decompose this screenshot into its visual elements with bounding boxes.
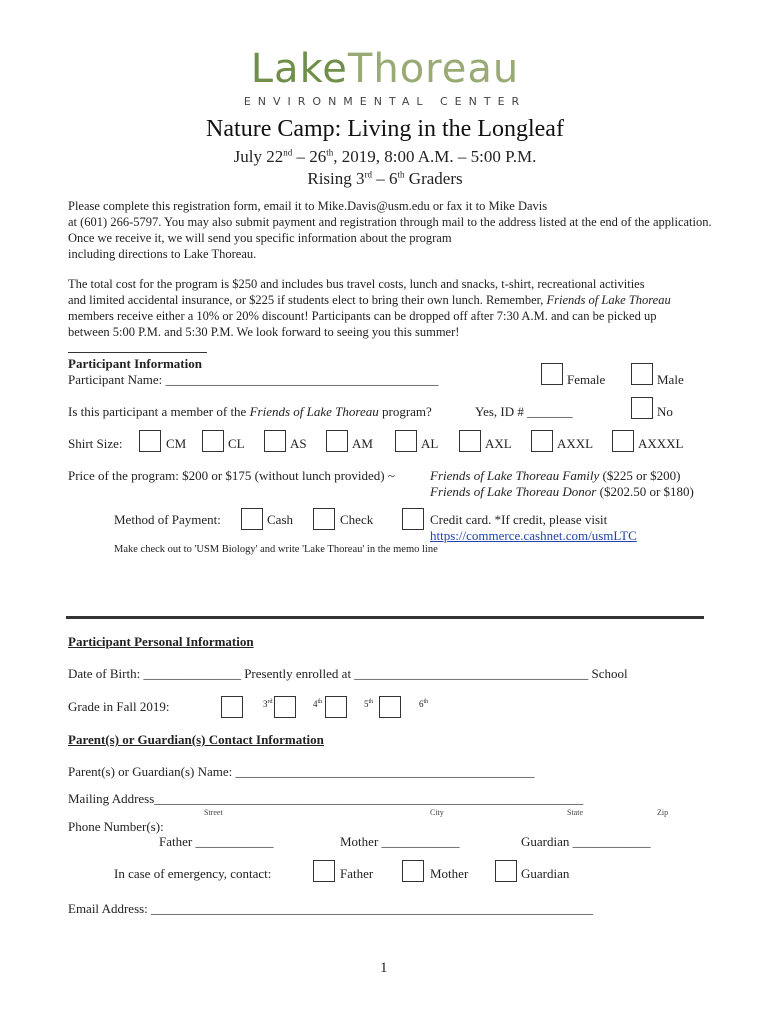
emergency-father-checkbox[interactable] <box>313 860 335 882</box>
grade-5-checkbox[interactable] <box>325 696 347 718</box>
check-checkbox[interactable] <box>313 508 335 530</box>
section-divider <box>66 616 704 619</box>
check-note: Make check out to 'USM Biology' and write 'Lake Thoreau' in the memo line <box>114 544 438 555</box>
grade-4-checkbox[interactable] <box>274 696 296 718</box>
credit-checkbox[interactable] <box>402 508 424 530</box>
female-checkbox[interactable] <box>541 363 563 385</box>
shirt-am-checkbox[interactable] <box>326 430 348 452</box>
shirt-size-option: AXL <box>485 436 512 451</box>
city-caption: City <box>430 808 444 817</box>
intro-line: at (601) 266-5797. You may also submit payment and registration through mail to the address listed at the end of the application. <box>68 215 712 229</box>
shirt-size-option: AM <box>352 436 373 451</box>
grade-option: 6th <box>419 699 429 709</box>
mother-phone-field[interactable]: Mother ____________ <box>340 834 460 849</box>
participant-name-field[interactable]: Participant Name: __________________________________________ <box>68 372 439 387</box>
page-number: 1 <box>380 960 388 976</box>
grade-6-checkbox[interactable] <box>379 696 401 718</box>
grade-option: 5th <box>364 699 374 709</box>
mailing-address-field[interactable]: Mailing Address__________________________________________________________________ <box>68 791 584 806</box>
phone-label: Phone Number(s): <box>68 819 164 834</box>
shirt-size-option: CL <box>228 436 245 451</box>
shirt-size-option: AS <box>290 436 307 451</box>
shirt-cl-checkbox[interactable] <box>202 430 224 452</box>
female-label: Female <box>567 372 606 387</box>
participant-info-header: Participant Information <box>68 356 202 371</box>
shirt-axl-checkbox[interactable] <box>459 430 481 452</box>
guardian-info-header: Parent(s) or Guardian(s) Contact Information <box>68 732 324 747</box>
cash-checkbox[interactable] <box>241 508 263 530</box>
guardian-phone-field[interactable]: Guardian ____________ <box>521 834 651 849</box>
male-checkbox[interactable] <box>631 363 653 385</box>
emergency-mother-label: Mother <box>430 866 469 881</box>
intro-paragraph <box>68 198 712 262</box>
emergency-label: In case of emergency, contact: <box>114 866 272 881</box>
male-label: Male <box>657 372 684 387</box>
zip-caption: Zip <box>657 808 669 817</box>
father-phone-field[interactable]: Father ____________ <box>159 834 274 849</box>
logo-tagline: ENVIRONMENTAL CENTER <box>243 95 527 108</box>
page-title: Nature Camp: Living in the Longleaf <box>206 116 564 142</box>
intro-line: Please complete this registration form, email it to Mike.Davis@usm.edu or fax it to Mike Davis <box>68 199 548 213</box>
cost-line: between 5:00 P.M. and 5:30 P.M. We look forward to seeing you this summer! <box>68 325 460 339</box>
payment-method-label: Method of Payment: <box>114 512 221 527</box>
emergency-father-label: Father <box>340 866 374 881</box>
cost-paragraph <box>68 276 671 340</box>
camp-grades: Rising 3rd – 6th Graders <box>307 169 463 188</box>
not-member-checkbox[interactable] <box>631 397 653 419</box>
emergency-mother-checkbox[interactable] <box>402 860 424 882</box>
grade-option: 3rd <box>263 699 273 709</box>
emergency-guardian-checkbox[interactable] <box>495 860 517 882</box>
intro-line: Once we receive it, we will send you specific information about the program <box>68 231 452 245</box>
shirt-cm-checkbox[interactable] <box>139 430 161 452</box>
no-label: No <box>657 404 673 419</box>
dob-school-field[interactable]: Date of Birth: _______________ Presently enrolled at ____________________________________ School <box>68 666 628 681</box>
logo-thoreau: Thoreau <box>347 46 520 92</box>
shirt-size-option: AXXL <box>557 436 594 451</box>
street-caption: Street <box>204 808 223 817</box>
guardian-name-field[interactable]: Parent(s) or Guardian(s) Name: ______________________________________________ <box>68 764 535 779</box>
shirt-size-option: CM <box>166 436 187 451</box>
cash-label: Cash <box>267 512 293 527</box>
shirt-size-option: AL <box>421 436 439 451</box>
personal-info-header: Participant Personal Information <box>68 634 254 649</box>
intro-line: including directions to Lake Thoreau. <box>68 247 257 261</box>
member-question: Is this participant a member of the Friends of Lake Thoreau program? <box>68 404 432 419</box>
cost-line: The total cost for the program is $250 and includes bus travel costs, lunch and snacks, t-shirt, recreational activities <box>68 277 645 291</box>
shirt-as-checkbox[interactable] <box>264 430 286 452</box>
family-price: Friends of Lake Thoreau Family ($225 or $200) <box>430 468 681 483</box>
cost-line: members receive either a 10% or 20% discount! Participants can be dropped off after 7:30 A.M. and can be picked up <box>68 309 657 323</box>
logo <box>0 46 770 92</box>
cost-line: and limited accidental insurance, or $225 if students elect to bring their own lunch. Remember, Friends of Lake Thoreau <box>68 293 671 307</box>
donor-price: Friends of Lake Thoreau Donor ($202.50 or $180) <box>430 484 694 499</box>
emergency-guardian-label: Guardian <box>521 866 570 881</box>
shirt-size-option: AXXXL <box>638 436 684 451</box>
credit-label: Credit card. *If credit, please visit <box>430 512 608 527</box>
shirt-axxxl-checkbox[interactable] <box>612 430 634 452</box>
email-field[interactable]: Email Address: ____________________________________________________________________ <box>68 901 594 916</box>
camp-dates: July 22nd – 26th, 2019, 8:00 A.M. – 5:00 P.M. <box>233 147 537 166</box>
member-id-field[interactable]: Yes, ID # _______ <box>475 404 573 419</box>
shirt-al-checkbox[interactable] <box>395 430 417 452</box>
state-caption: State <box>567 808 583 817</box>
program-price: Price of the program: $200 or $175 (without lunch provided) ~ <box>68 468 395 483</box>
logo-lake: Lake <box>250 46 348 92</box>
shirt-size-label: Shirt Size: <box>68 436 123 451</box>
grade-label: Grade in Fall 2019: <box>68 699 170 714</box>
grade-3-checkbox[interactable] <box>221 696 243 718</box>
grade-option: 4th <box>313 699 323 709</box>
check-label: Check <box>340 512 374 527</box>
shirt-axxl-checkbox[interactable] <box>531 430 553 452</box>
divider <box>68 352 207 353</box>
credit-payment-link[interactable]: https://commerce.cashnet.com/usmLTC <box>430 528 637 543</box>
